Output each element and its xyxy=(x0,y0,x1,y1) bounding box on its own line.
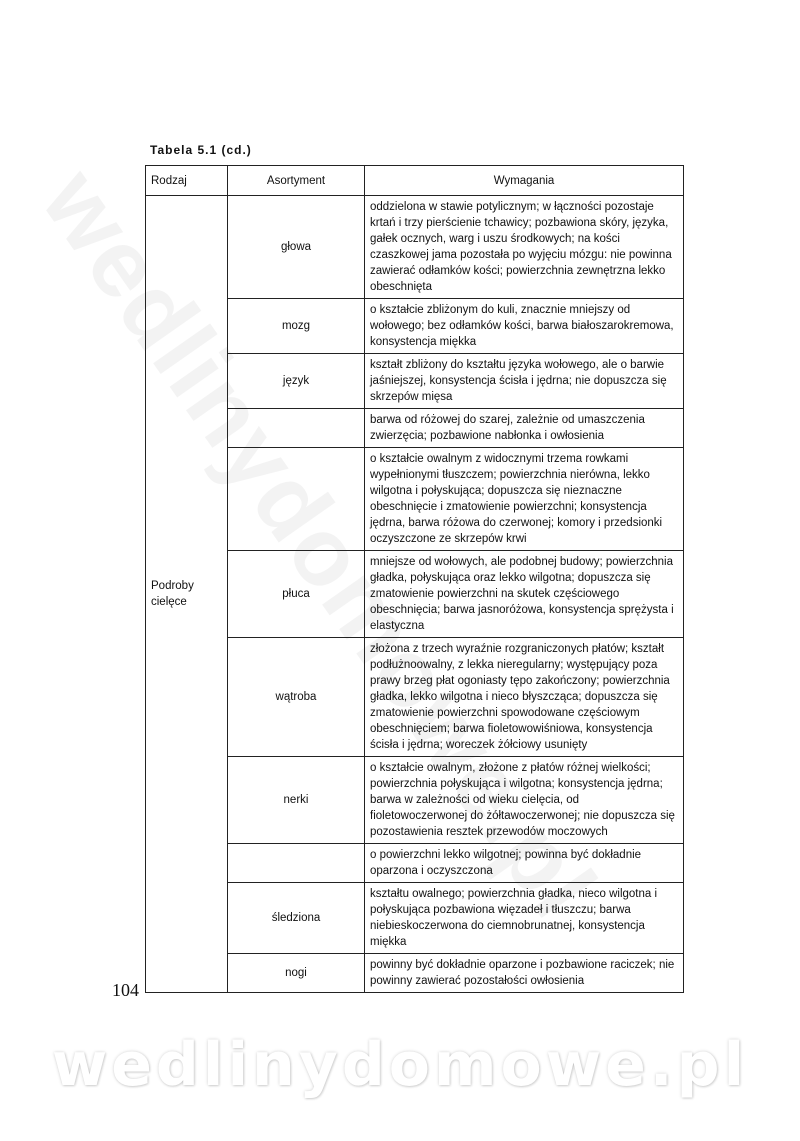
requirements-table xyxy=(145,165,684,993)
wymagania-cell: powinny być dokładnie oparzone i pozbawione raciczek; nie powinny zawierać pozostałości owłosienia xyxy=(365,954,684,993)
asortyment-cell: nerki xyxy=(228,757,365,844)
table-header-row xyxy=(146,166,684,196)
asortyment-cell: język xyxy=(228,354,365,409)
asortyment-cell: śledziona xyxy=(228,883,365,954)
wymagania-cell: mniejsze od wołowych, ale podobnej budowy; powierzchnia gładka, połyskująca oraz lekko wilgotna; dopuszcza się zmatowienie powierzchni na skutek częściowego obeschnięcia; barwa jasnoróżowa, konsystencja sprężysta i elastyczna xyxy=(365,551,684,638)
wymagania-cell: oddzielona w stawie potylicznym; w łączności pozostaje krtań i trzy pierścienie tchawicy; pozbawiona skóry, języka, gałek ocznych, warg i uszu środkowych; na kości czaszkowej jama pozostała po wyjęciu mózgu: nie powinna zawierać odłamków kości; powierzchnia zewnętrzna lekko obeschnięta xyxy=(365,196,684,299)
header-asortyment: Asortyment xyxy=(228,166,365,196)
table-caption: Tabela 5.1 (cd.) xyxy=(150,143,252,157)
wymagania-cell: barwa od różowej do szarej, zależnie od umaszczenia zwierzęcia; pozbawione nabłonka i owłosienia xyxy=(365,409,684,448)
asortyment-cell xyxy=(228,409,365,448)
asortyment-cell: płuca xyxy=(228,551,365,638)
asortyment-cell xyxy=(228,844,365,883)
asortyment-cell: nogi xyxy=(228,954,365,993)
asortyment-cell: głowa xyxy=(228,196,365,299)
header-rodzaj: Rodzaj xyxy=(146,166,228,196)
wymagania-cell: o kształcie zbliżonym do kuli, znacznie mniejszy od wołowego; bez odłamków kości, barwa białoszarokremowa, konsystencja miękka xyxy=(365,299,684,354)
table-row xyxy=(146,196,684,299)
asortyment-cell: mozg xyxy=(228,299,365,354)
asortyment-cell xyxy=(228,448,365,551)
page-number: 104 xyxy=(112,980,139,1000)
group-label: Podroby cielęce xyxy=(151,580,194,608)
wymagania-cell: kształtu owalnego; powierzchnia gładka, nieco wilgotna i połyskująca pozbawiona więzadeł i tłuszczu; barwa niebieskoczerwona do ciemnobrunatnej, konsystencja miękka xyxy=(365,883,684,954)
group-label-cell xyxy=(146,196,228,993)
wymagania-cell: złożona z trzech wyraźnie rozgraniczonych płatów; kształt podłużnoowalny, z lekka nieregularny; występujący poza prawy brzeg płat ogoniasty tępo zakończony; powierzchnia gładka, lekko wilgotna i nieco błyszcząca; dopuszcza się zmatowienie powierzchni spowodowane częściowym obeschnięciem; barwa fioletowowiśniowa, konsystencja ścisła i jędrna; woreczek żółciowy usunięty xyxy=(365,638,684,757)
wymagania-cell: o powierzchni lekko wilgotnej; powinna być dokładnie oparzona i oczyszczona xyxy=(365,844,684,883)
wymagania-cell: o kształcie owalnym, złożone z płatów różnej wielkości; powierzchnia połyskująca i wilgotna; konsystencja jędrna; barwa w zależności od wieku cielęcia, od fioletowoczerwonej do żółtawoczerwonej; nie dopuszcza się pozostawienia resztek przewodów moczowych xyxy=(365,757,684,844)
asortyment-cell: wątroba xyxy=(228,638,365,757)
wymagania-cell: kształt zbliżony do kształtu języka wołowego, ale o barwie jaśniejszej, konsystencja ścisła i jędrna; nie dopuszcza się skrzepów mięsa xyxy=(365,354,684,409)
header-wymagania: Wymagania xyxy=(365,166,684,196)
wymagania-cell: o kształcie owalnym z widocznymi trzema rowkami wypełnionymi tłuszczem; powierzchnia nierówna, lekko wilgotna i połyskująca; dopuszcza się nieznaczne obeschnięcie i zmatowienie powierzchni; konsystencja jędrna, barwa różowa do czerwonej; komory i przedsionki oczyszczone ze skrzepów krwi xyxy=(365,448,684,551)
bottom-watermark: wedlinydomowe.pl xyxy=(51,1030,749,1100)
